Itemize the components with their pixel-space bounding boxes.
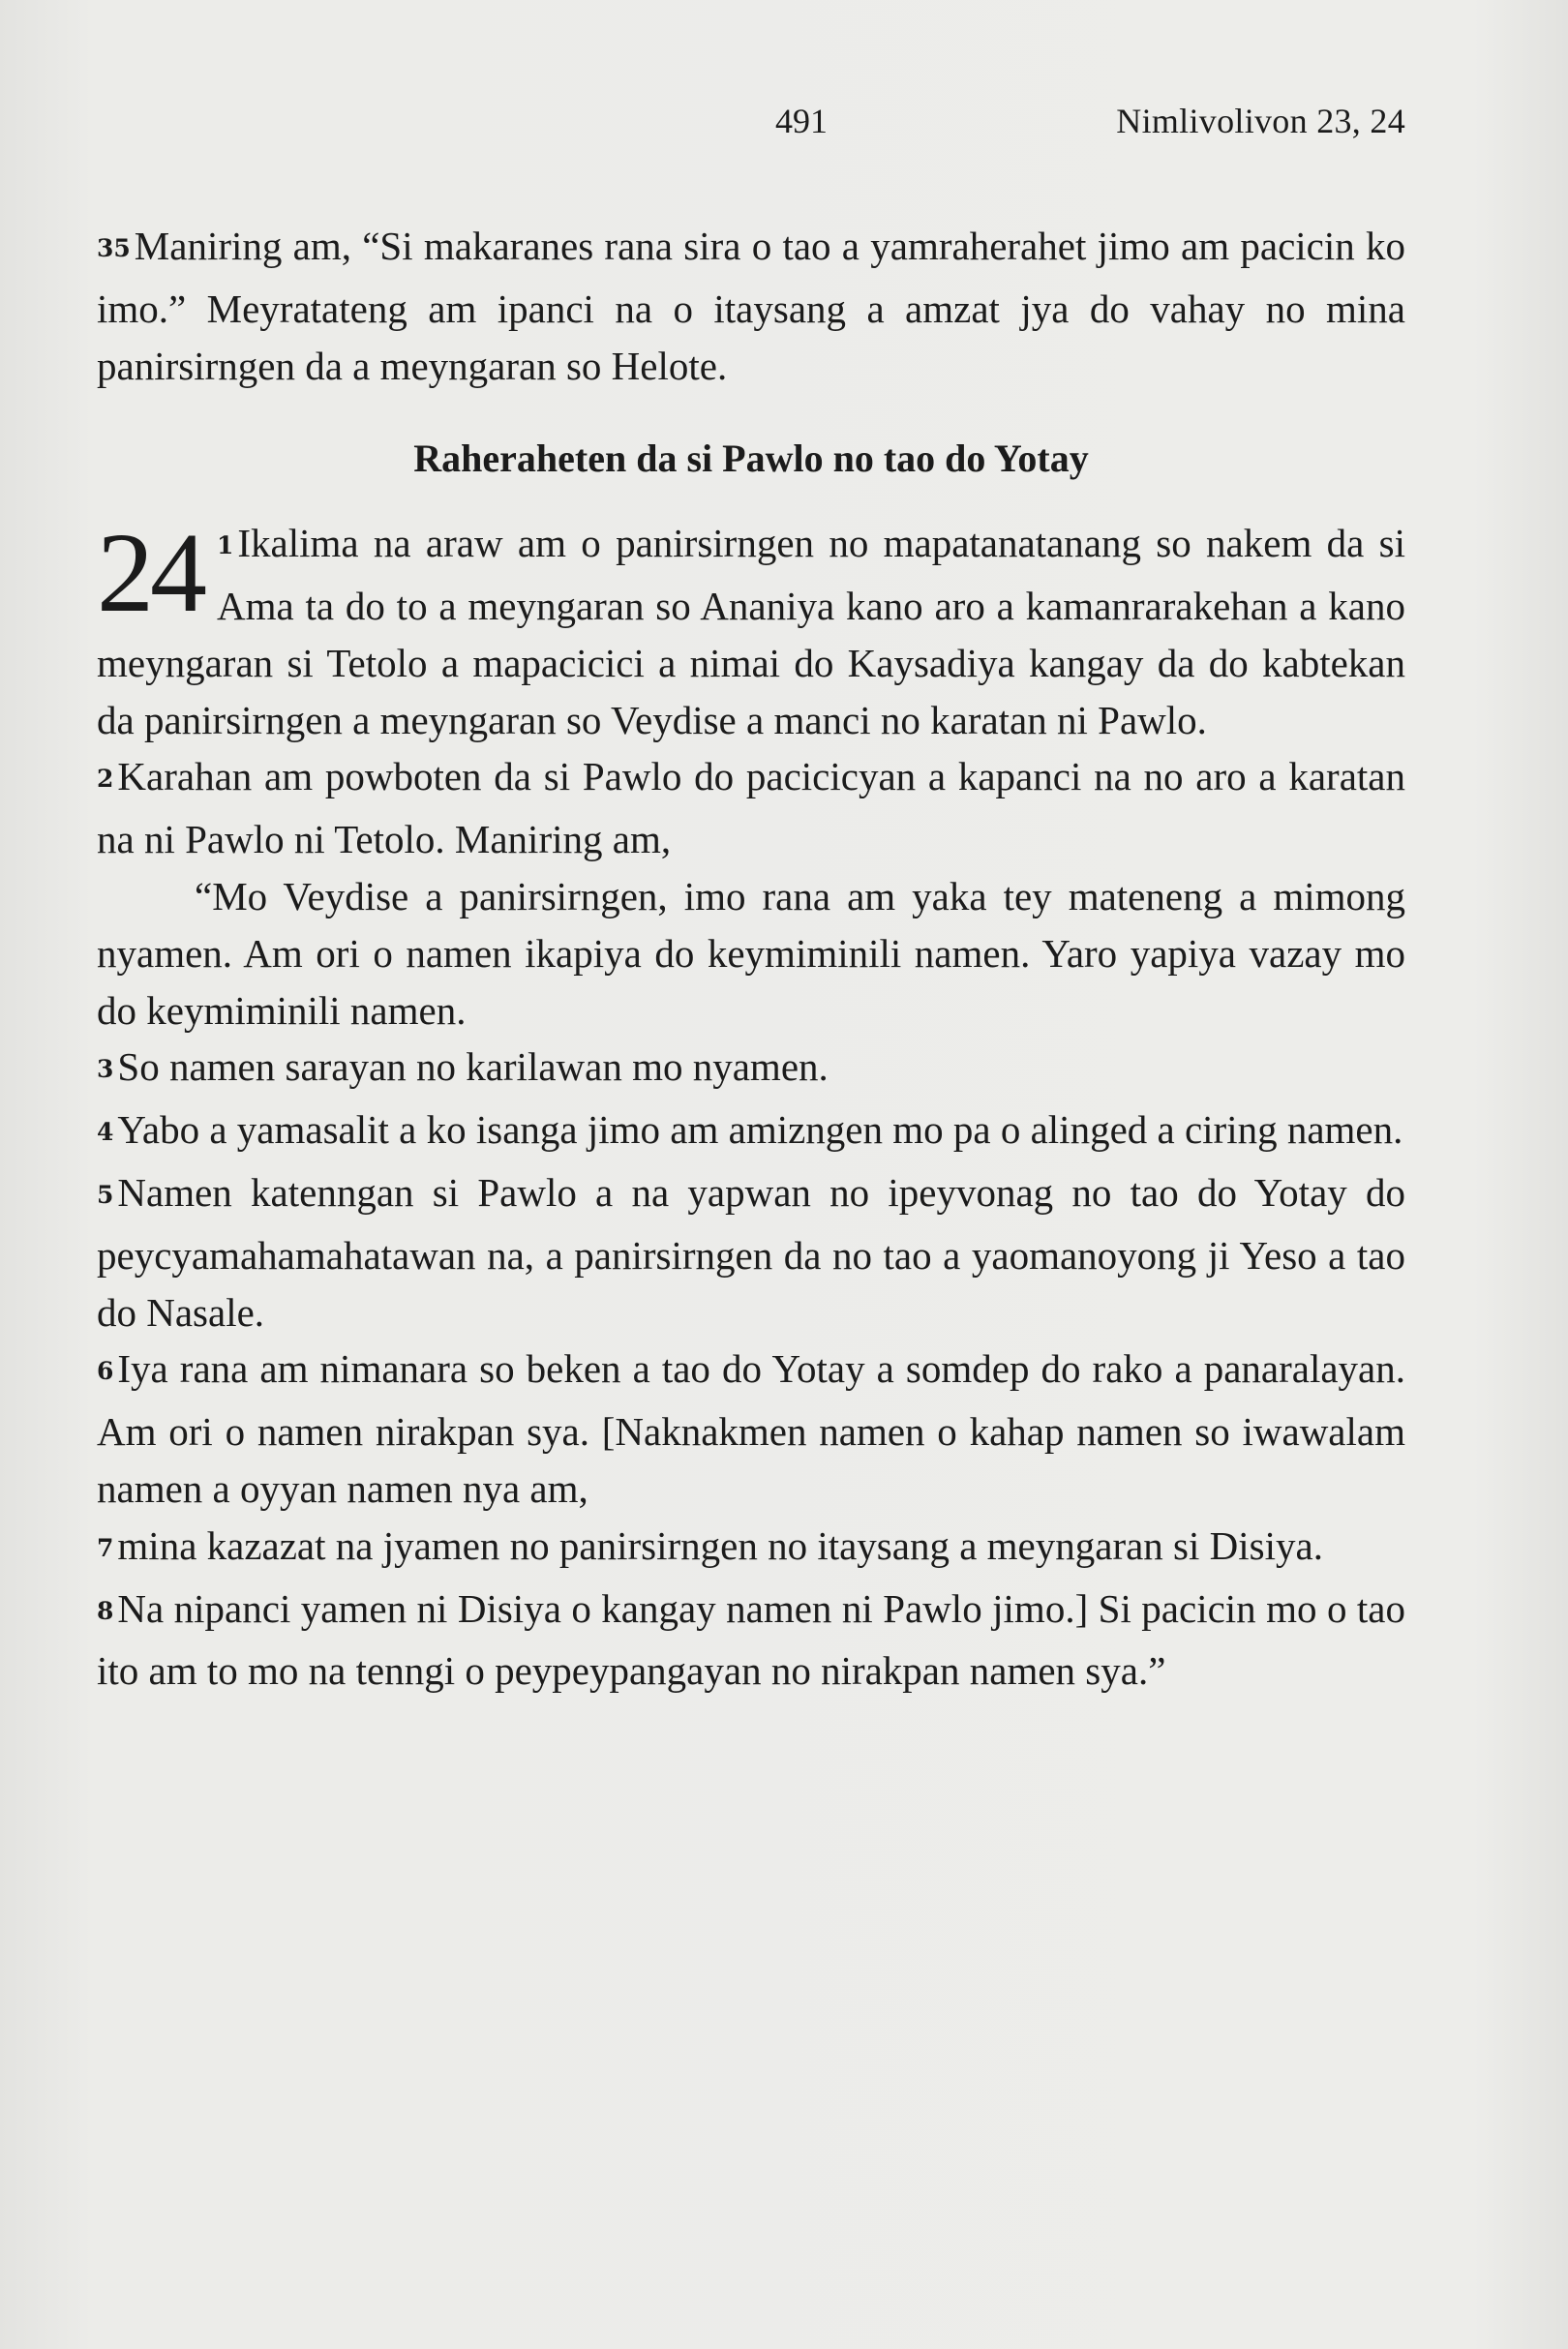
verse-number: 1 <box>217 531 234 560</box>
page-number: 491 <box>775 102 828 140</box>
verse-text: Namen katenngan si Pawlo a na yapwan no ipeyvonag no tao do Yotay do peycyamahamahatawan na, a panirsirngen da no tao a yaomanoyong ji Yeso a tao do Nasale. <box>97 1169 1405 1335</box>
page-header <box>97 101 1405 149</box>
verse-5 <box>97 1164 1405 1340</box>
verse-text: So namen sarayan no karilawan mo nyamen. <box>117 1044 829 1090</box>
chapter-number: 24 <box>97 509 203 637</box>
verse-35 <box>97 218 1405 394</box>
body-text <box>97 218 1405 1700</box>
verse-text: “Mo Veydise a panirsirngen, imo rana am yaka tey mateneng a mimong nyamen. Am ori o namen ikapiya do keymiminili namen. Yaro yapiya vazay mo do keymiminili namen. <box>97 873 1405 1033</box>
verse-2 <box>97 748 1405 868</box>
verse-text: mina kazazat na jyamen no panirsirngen no itaysang a meyngaran si Disiya. <box>117 1522 1323 1568</box>
verse-2-speech <box>97 868 1405 1039</box>
verse-number: 3 <box>97 1055 114 1084</box>
verse-number: 7 <box>97 1533 114 1562</box>
verse-8 <box>97 1581 1405 1701</box>
verse-number: 5 <box>97 1180 114 1209</box>
verse-number: 8 <box>97 1596 114 1625</box>
verse-number: 6 <box>97 1357 114 1386</box>
verse-text: Na nipanci yamen ni Disiya o kangay namen ni Pawlo jimo.] Si pacicin mo o tao ito am to mo na tenngi o peypeypangayan no nirakpan namen sya.” <box>97 1585 1405 1694</box>
running-head: Nimlivolivon 23, 24 <box>1116 102 1405 140</box>
verse-6 <box>97 1340 1405 1517</box>
verse-text: Maniring am, “Si makaranes rana sira o tao a yamraherahet jimo am pacicin ko imo.” Meyratateng am ipanci na o itaysang a amzat jya do vahay no mina panirsirngen da a meyngaran so Helote. <box>97 224 1405 388</box>
verse-text: Ikalima na araw am o panirsirngen no mapatanatanang so nakem da si Ama ta do to a meyngaran so Ananiya kano aro a kamanrarakehan a kano meyngaran si Tetolo a mapacicici a nimai do Kaysadiya kangay da do kabtekan da panirsirngen a meyngaran so Veydise a manci no karatan ni Pawlo. <box>97 521 1405 742</box>
verse-7 <box>97 1518 1405 1581</box>
verse-number: 35 <box>97 234 131 262</box>
verse-1 <box>97 509 1405 748</box>
verse-4 <box>97 1101 1405 1164</box>
verse-text: Karahan am powboten da si Pawlo do pacicicyan a kapanci na no aro a karatan na ni Pawlo ni Tetolo. Maniring am, <box>97 754 1405 862</box>
verse-3 <box>97 1039 1405 1101</box>
verse-number: 4 <box>97 1118 114 1147</box>
verse-text: Yabo a yamasalit a ko isanga jimo am amizngen mo pa o alinged a ciring namen. <box>117 1107 1403 1153</box>
verse-text: Iya rana am nimanara so beken a tao do Yotay a somdep do rako a panaralayan. Am ori o namen nirakpan sya. [Naknakmen namen o kahap namen so iwawalam namen a oyyan namen nya am, <box>97 1346 1405 1511</box>
verse-number: 2 <box>97 765 114 794</box>
section-heading: Raheraheten da si Pawlo no tao do Yotay <box>413 437 1089 481</box>
